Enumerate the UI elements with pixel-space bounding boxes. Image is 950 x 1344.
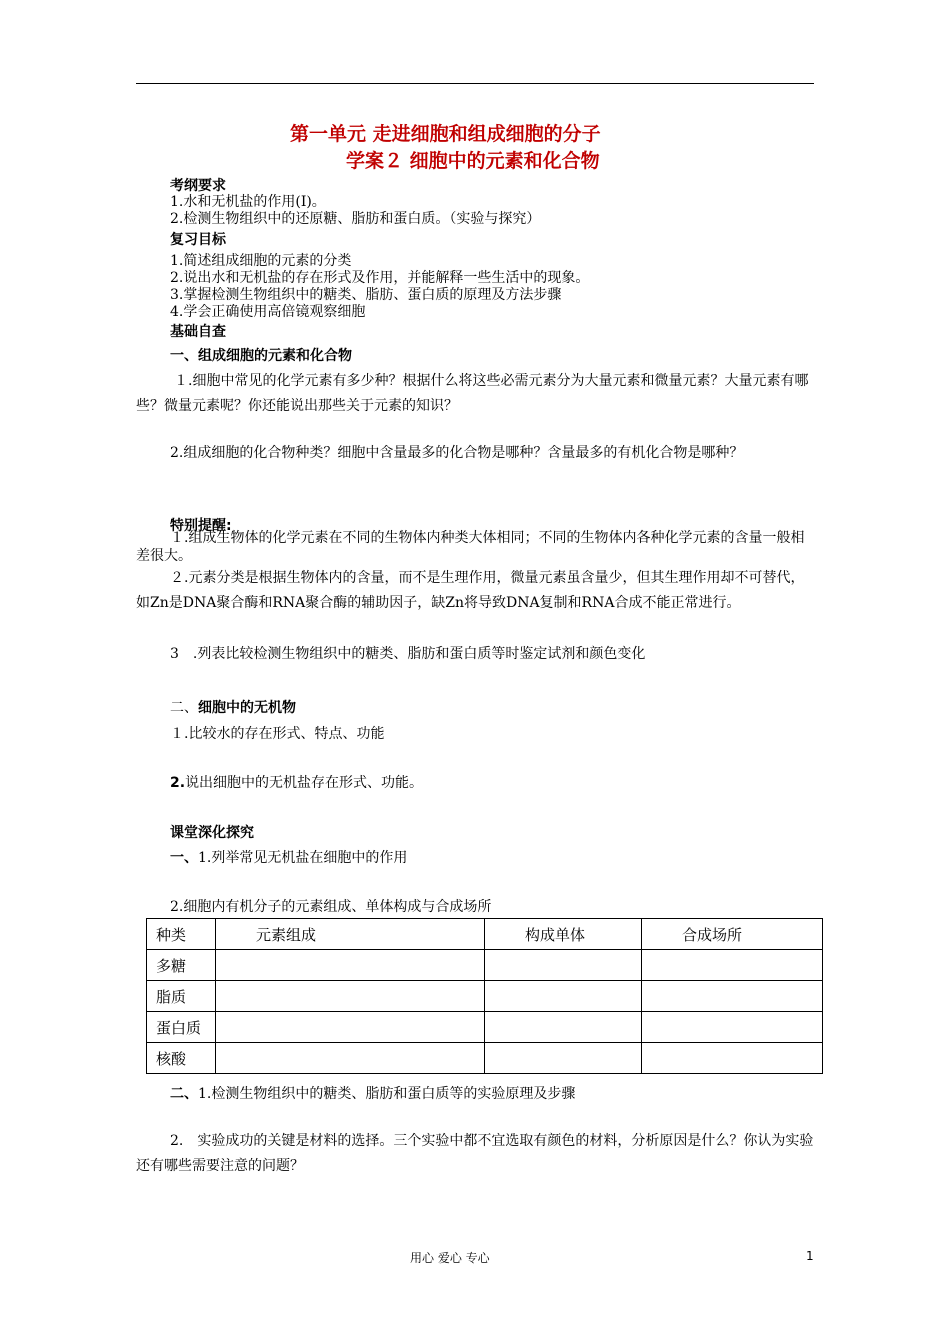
table-cell: [216, 950, 485, 981]
section-2-heading: [170, 697, 296, 717]
table-row: [147, 950, 823, 981]
fuxi-item-3: 3.掌握检测生物组织中的糖类、脂肪、蛋白质的原理及方法步骤: [170, 287, 562, 303]
table-row: [147, 981, 823, 1012]
table-caption: 2.细胞内有机分子的元素组成、单体构成与合成场所: [170, 899, 492, 915]
fuxi-heading: 复习目标: [170, 232, 226, 248]
header-rule: [136, 83, 814, 84]
ketang-part-1: [170, 847, 407, 867]
tip-1: １.组成生物体的化学元素在不同的生物体内种类大体相同；不同的生物体内各种化学元素的含量一般相差很大。: [136, 530, 805, 564]
water-question: １.比较水的存在形式、特点、功能: [170, 726, 385, 742]
table-header-cell: 元素组成: [216, 919, 485, 950]
table-cell: [216, 1043, 485, 1074]
table-row: [147, 1012, 823, 1043]
ketang-part-2-prefix: 二、: [170, 1086, 198, 1102]
table-cell: [642, 981, 823, 1012]
footer-text: 用心 爱心 专心: [410, 1251, 490, 1265]
table-row-label: 脂质: [147, 981, 216, 1012]
section-1-heading: 一、组成细胞的元素和化合物: [170, 348, 352, 364]
title-line-2: 学案２ 细胞中的元素和化合物: [346, 150, 600, 172]
table-cell: [485, 1012, 642, 1043]
table-row-label: 多糖: [147, 950, 216, 981]
table-cell: [642, 1043, 823, 1074]
fuxi-item-1: 1.简述组成细胞的元素的分类: [170, 253, 352, 269]
section-2-title: 细胞中的无机物: [198, 700, 296, 716]
table-row-label: 蛋白质: [147, 1012, 216, 1043]
question-elements: １.细胞中常见的化学元素有多少种？根据什么将这些必需元素分为大量元素和微量元素？大量元素有哪些？微量元素呢？你还能说出那些关于元素的知识？: [136, 373, 809, 414]
salt-question-text: 说出细胞中的无机盐存在形式、功能。: [185, 775, 424, 791]
kaogang-item-2: 2.检测生物组织中的还原糖、脂肪和蛋白质。（实验与探究）: [170, 211, 541, 227]
tip-2: ２.元素分类是根据生物体内的含量，而不是生理作用，微量元素虽含量少，但其生理作用却不可替代，如Zn是DNA聚合酶和RNA聚合酶的辅助因子，缺Zn将导致DNA复制和RNA合成不能正常进行。: [136, 570, 805, 611]
salt-question-number: 2.: [170, 775, 186, 791]
table-cell: [485, 950, 642, 981]
table-header-cell: 种类: [147, 919, 216, 950]
table-header-cell: 合成场所: [642, 919, 823, 950]
fuxi-item-4: 4.学会正确使用高倍镜观察细胞: [170, 304, 366, 320]
kaogang-heading: 考纲要求: [170, 178, 226, 194]
experiment-question: 2. 实验成功的关键是材料的选择。三个实验中都不宜选取有颜色的材料，分析原因是什么？你认为实验还有哪些需要注意的问题？: [136, 1133, 814, 1174]
ketang-part-2: [170, 1083, 575, 1103]
tip-heading: 特别提醒:: [170, 518, 232, 534]
salt-question: [170, 772, 423, 792]
kaogang-item-1: 1.水和无机盐的作用(Ⅰ)。: [170, 194, 326, 210]
ketang-part-1-text: 1.列举常见无机盐在细胞中的作用: [198, 850, 408, 866]
table-cell: [642, 1012, 823, 1043]
fuxi-item-2: 2.说出水和无机盐的存在形式及作用，并能解释一些生活中的现象。: [170, 270, 590, 286]
ketang-part-2-text: 1.检测生物组织中的糖类、脂肪和蛋白质等的实验原理及步骤: [198, 1086, 576, 1102]
page-number: 1: [806, 1249, 814, 1263]
table-row: [147, 1043, 823, 1074]
ketang-part-1-prefix: 一、: [170, 850, 198, 866]
table-row-label: 核酸: [147, 1043, 216, 1074]
table-header-row: [147, 919, 823, 950]
section-2-prefix: 二、: [170, 700, 198, 716]
ketang-heading: 课堂深化探究: [170, 825, 254, 841]
table-cell: [216, 981, 485, 1012]
table-cell: [642, 950, 823, 981]
organic-molecules-table: [146, 918, 823, 1074]
question-compounds: 2.组成细胞的化合物种类？细胞中含量最多的化合物是哪种？含量最多的有机化合物是哪种？: [170, 445, 744, 461]
jichu-heading: 基础自查: [170, 324, 226, 340]
tip-3: 3 .列表比较检测生物组织中的糖类、脂肪和蛋白质等时鉴定试剂和颜色变化: [170, 646, 646, 662]
title-line-1: 第一单元 走进细胞和组成细胞的分子: [290, 123, 601, 145]
table-header-cell: 构成单体: [485, 919, 642, 950]
table-cell: [485, 981, 642, 1012]
table-cell: [216, 1012, 485, 1043]
table-cell: [485, 1043, 642, 1074]
